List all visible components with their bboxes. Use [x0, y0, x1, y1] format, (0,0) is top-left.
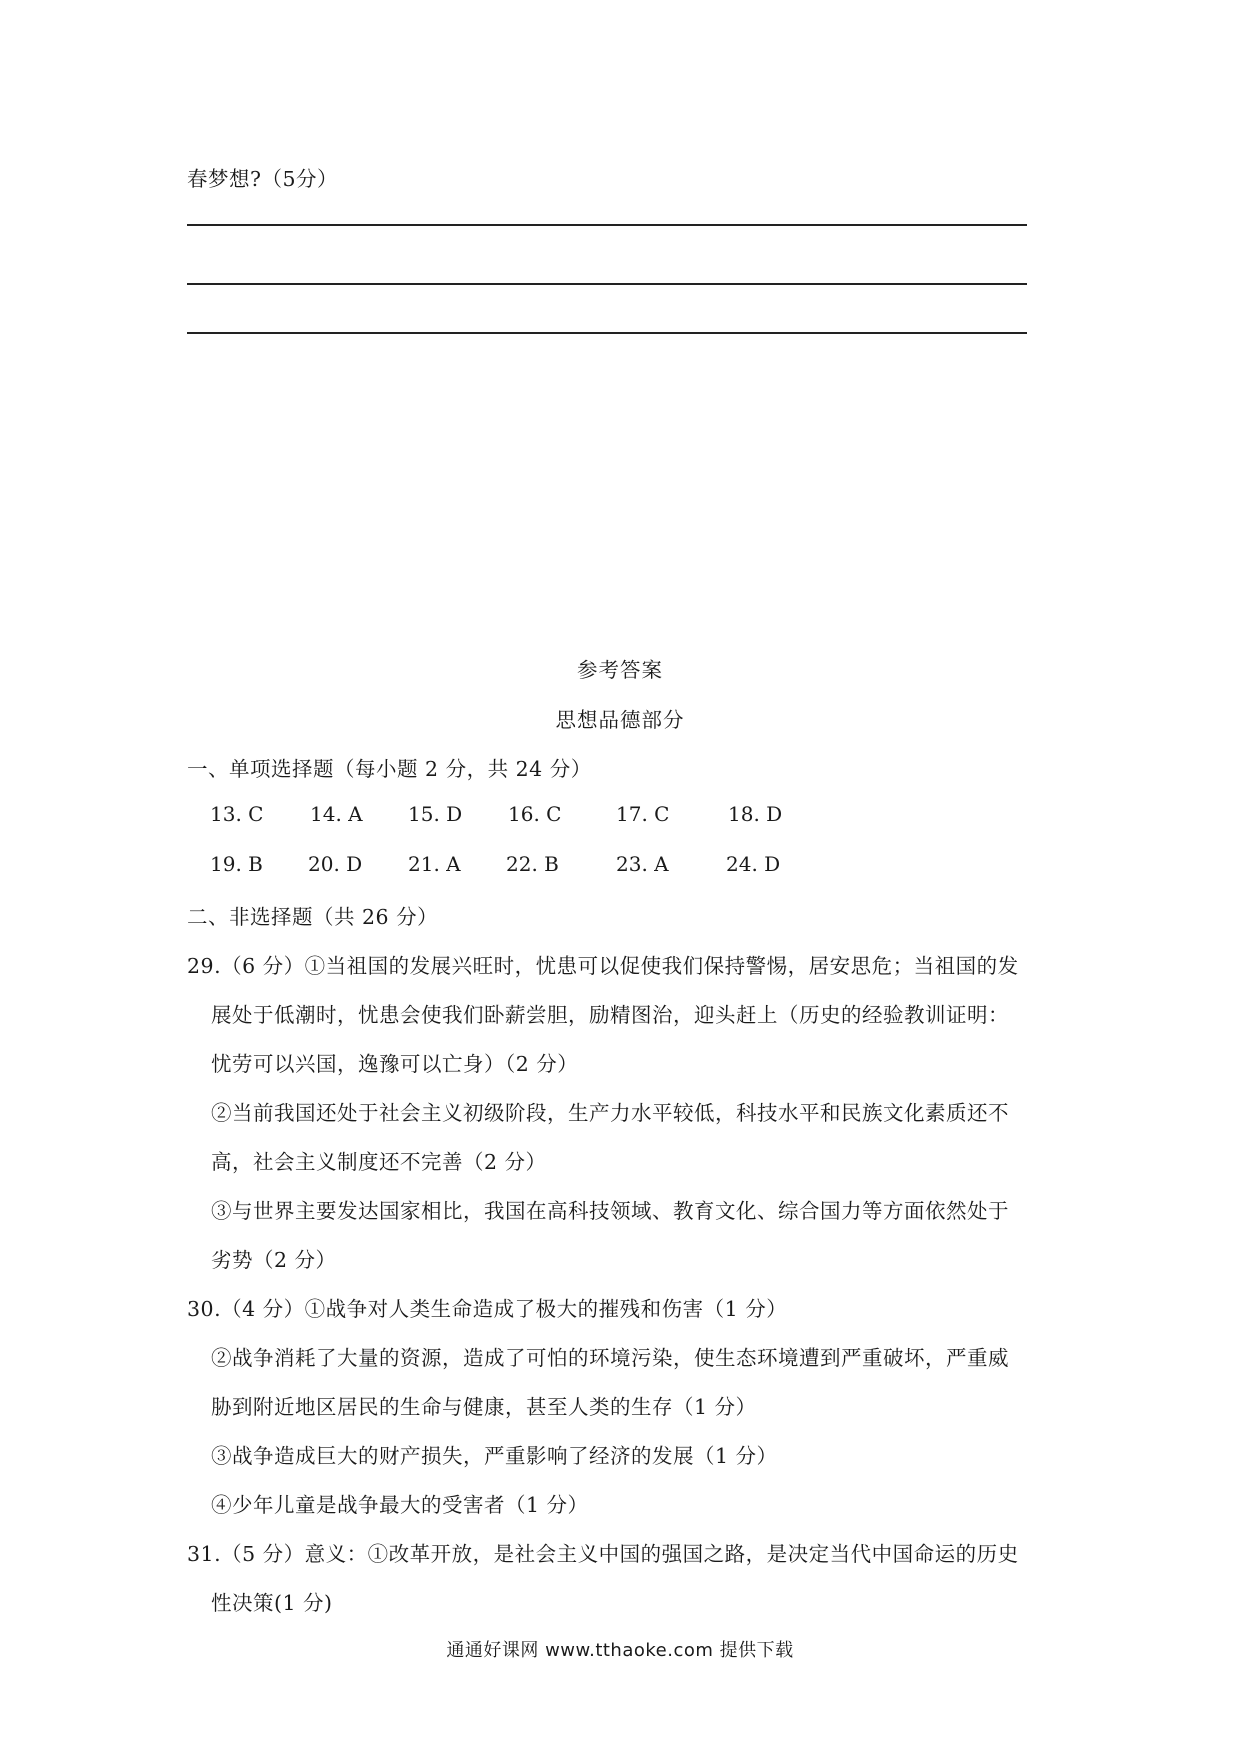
- answer-blank-line-3[interactable]: [187, 332, 1027, 334]
- choice-answer: 23. A: [616, 852, 669, 876]
- answer-title: 参考答案: [577, 658, 663, 682]
- choice-answer: 18. D: [728, 802, 783, 826]
- answer-29-line-5: 高，社会主义制度还不完善（2 分）: [211, 1150, 547, 1174]
- answer-31-line-2: 性决策(1 分): [211, 1591, 333, 1615]
- answer-blank-line-1[interactable]: [187, 224, 1027, 226]
- answer-29-line-1: 29.（6 分）①当祖国的发展兴旺时，忧患可以促使我们保持警惕，居安思危；当祖国的发: [187, 954, 1019, 978]
- answer-29-line-3: 忧劳可以兴国，逸豫可以亡身）（2 分）: [211, 1052, 579, 1076]
- choice-answer: 13. C: [210, 802, 264, 826]
- answer-30-line-3: 胁到附近地区居民的生命与健康，甚至人类的生存（1 分）: [211, 1395, 757, 1419]
- question-tail: 春梦想?（5分）: [187, 167, 339, 191]
- answer-29-line-4: ②当前我国还处于社会主义初级阶段，生产力水平较低，科技水平和民族文化素质还不: [211, 1101, 1009, 1125]
- answer-30-line-1: 30.（4 分）①战争对人类生命造成了极大的摧残和伤害（1 分）: [187, 1297, 788, 1321]
- answer-29-line-7: 劣势（2 分）: [211, 1248, 337, 1272]
- choice-answer: 24. D: [726, 852, 781, 876]
- answer-29-line-2: 展处于低潮时，忧患会使我们卧薪尝胆，励精图治，迎头赶上（历史的经验教训证明：: [211, 1003, 1009, 1027]
- section-title: 思想品德部分: [555, 708, 685, 732]
- choice-answer: 19. B: [210, 852, 263, 876]
- choice-answer: 20. D: [308, 852, 363, 876]
- choice-answer: 17. C: [616, 802, 670, 826]
- part2-heading: 二、非选择题（共 26 分）: [187, 905, 439, 929]
- answer-30-line-4: ③战争造成巨大的财产损失，严重影响了经济的发展（1 分）: [211, 1444, 778, 1468]
- choice-answer: 16. C: [508, 802, 562, 826]
- answer-blank-line-2[interactable]: [187, 283, 1027, 285]
- part1-heading: 一、单项选择题（每小题 2 分，共 24 分）: [187, 757, 592, 781]
- choice-answer: 14. A: [310, 802, 363, 826]
- choice-answer: 21. A: [408, 852, 461, 876]
- choice-answer: 15. D: [408, 802, 463, 826]
- answer-31-line-1: 31.（5 分）意义：①改革开放，是社会主义中国的强国之路，是决定当代中国命运的历史: [187, 1542, 1019, 1566]
- footer-download-note: 通通好课网 www.tthaoke.com 提供下载: [446, 1640, 794, 1661]
- answer-30-line-5: ④少年儿童是战争最大的受害者（1 分）: [211, 1493, 589, 1517]
- answer-30-line-2: ②战争消耗了大量的资源，造成了可怕的环境污染，使生态环境遭到严重破坏，严重威: [211, 1346, 1009, 1370]
- choice-answer: 22. B: [506, 852, 559, 876]
- answer-29-line-6: ③与世界主要发达国家相比，我国在高科技领域、教育文化、综合国力等方面依然处于: [211, 1199, 1009, 1223]
